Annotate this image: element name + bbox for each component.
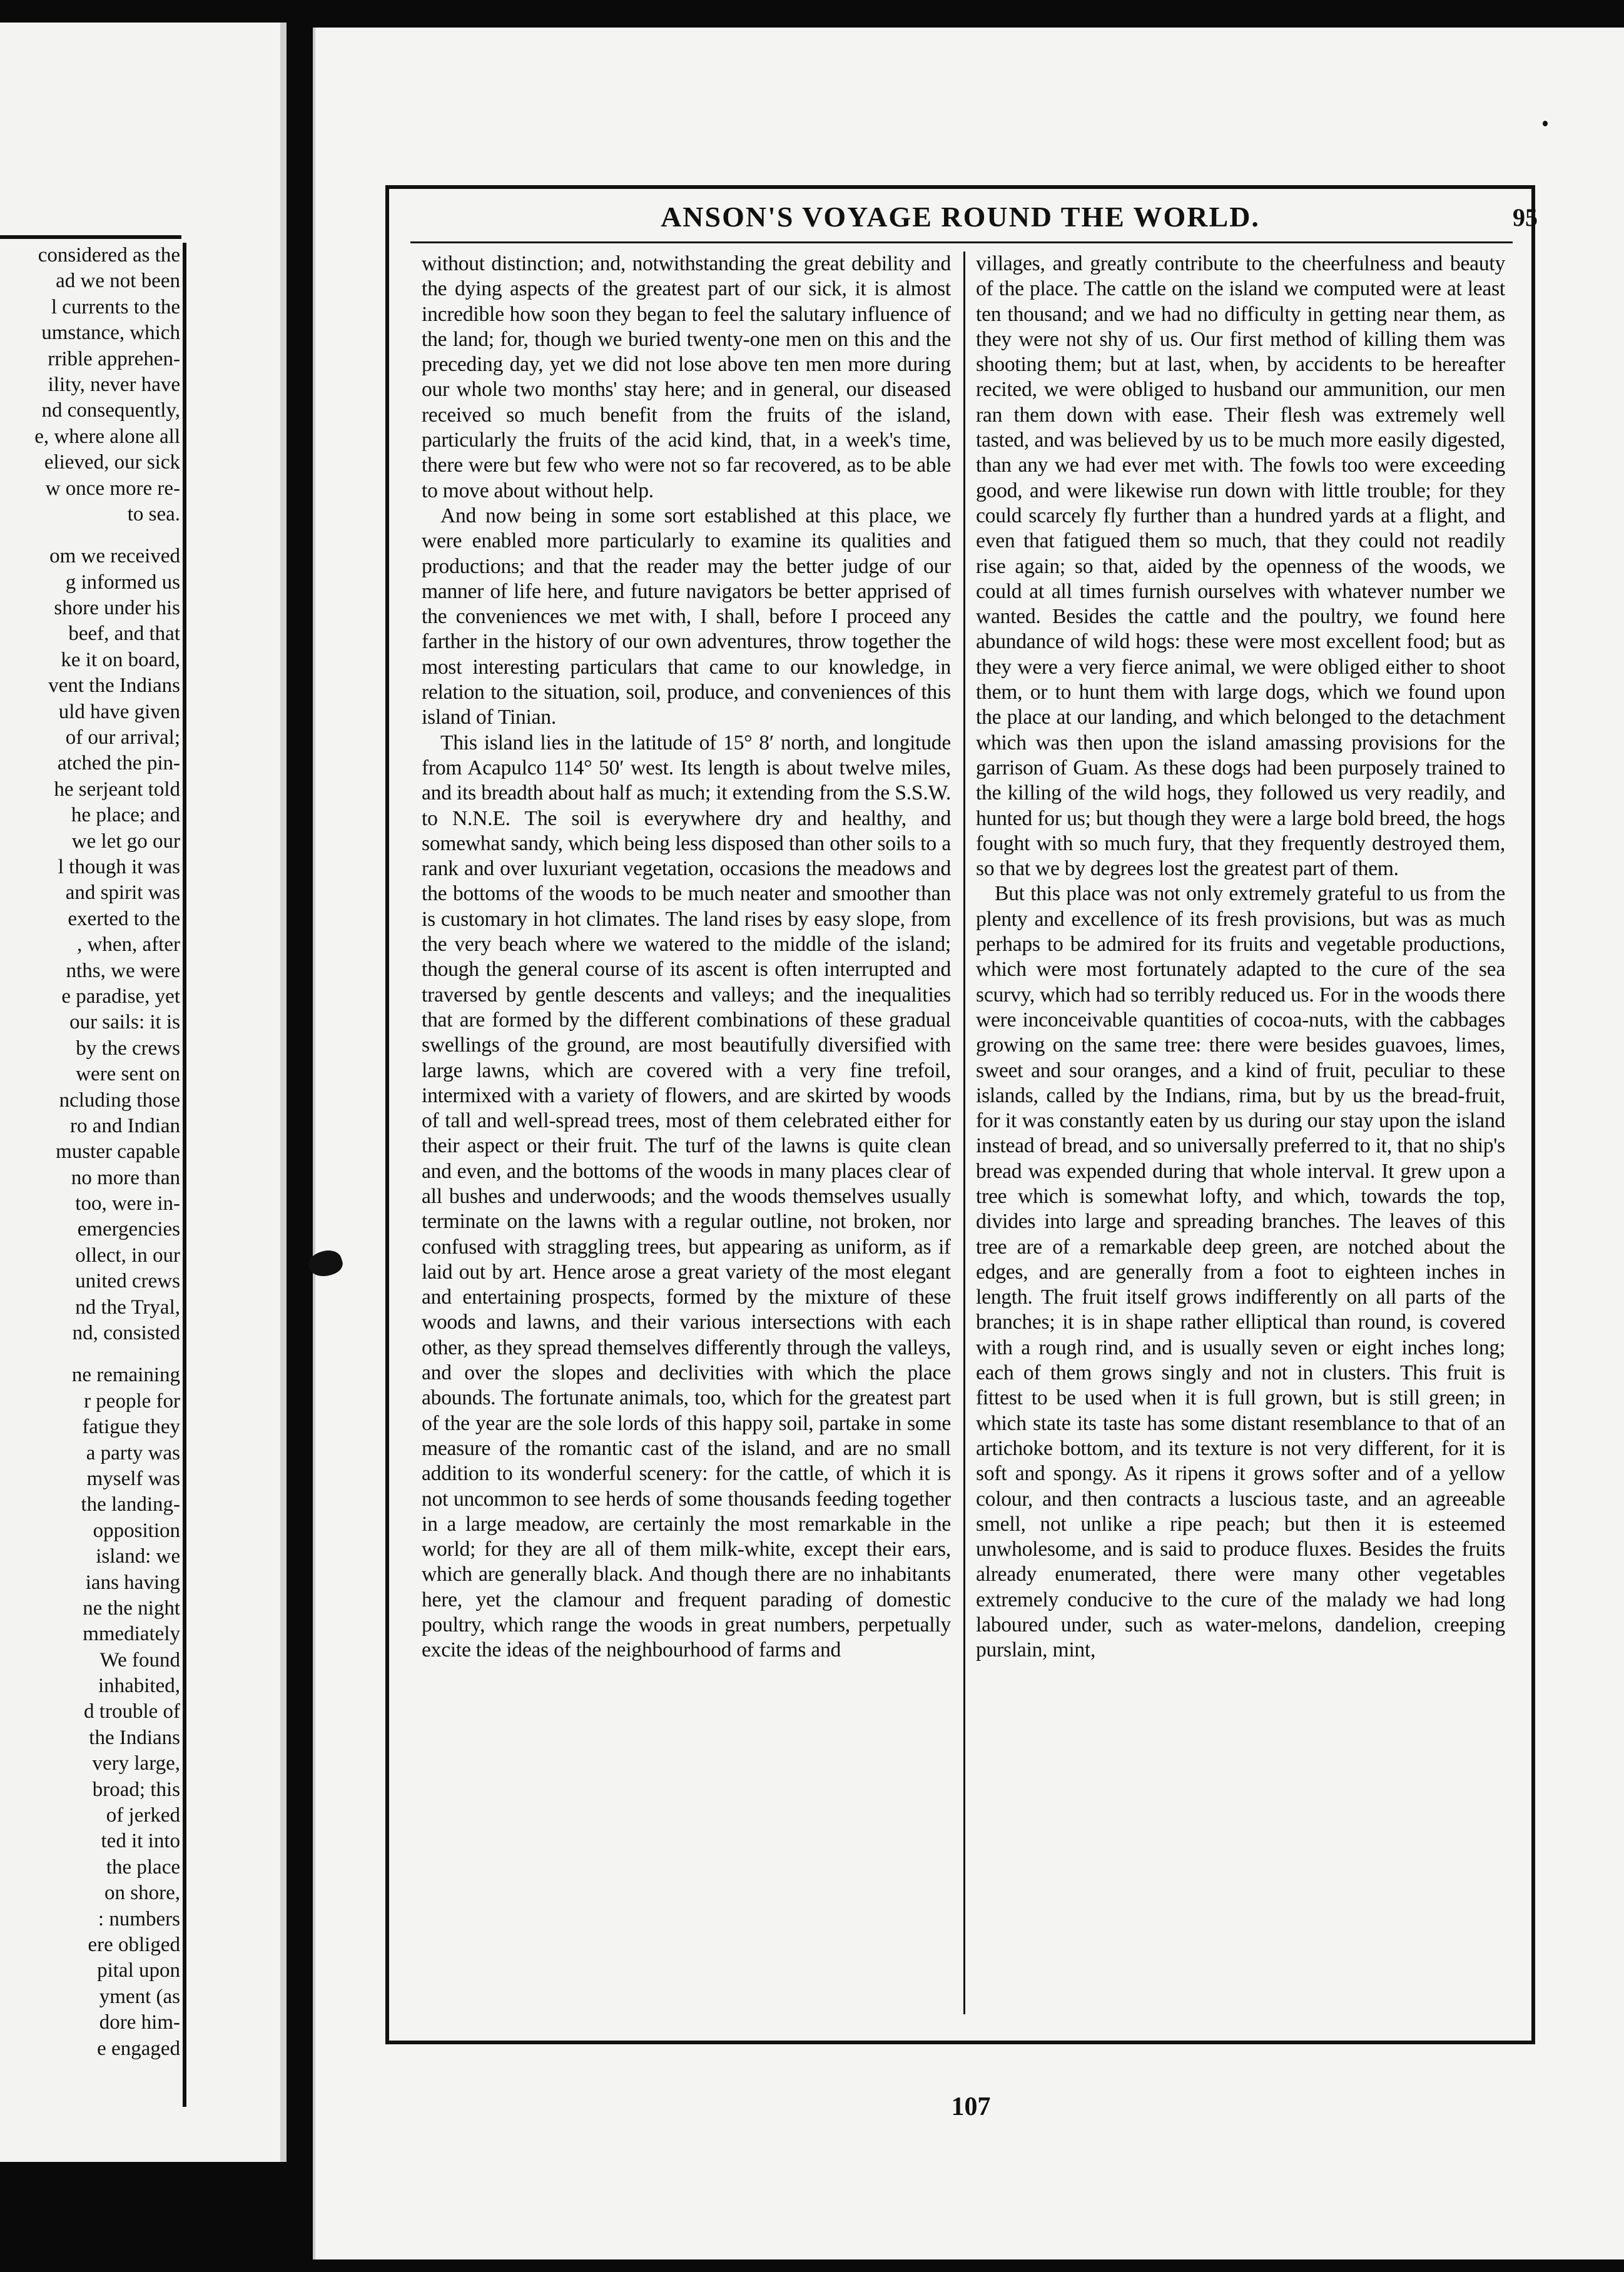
paragraph: But this place was not only extremely grateful to us from the plenty and excellence of its fresh provisions, but was as much perhaps to be admired for its fruits and vegetable productions, which were most fortunately adapted to the cure of the sea scurvy, which had so terribly reduced us. For in the woods there were inconceivable quantities of cocoa-nuts, with the cabbages growing on the same tree: there were besides guavoes, limes, sweet and sour oranges, and a kind of fruit, peculiar to these islands, called by the Indians, rima, but by us the bread-fruit, for it was constantly eaten by us during our stay upon the island instead of bread, and so universally preferred to it, that no ship's bread was expended during that whole interval. It grew upon a tree which is somewhat lofty, and which, towards the top, divides into large and spreading branches. The leaves of this tree are of a remarkable deep green, are notched about the edges, and are generally from a foot to eighteen inches in length. The fruit itself grows indifferently on all parts of the branches; it is in shape rather elliptical than round, is covered with a rough rind, and is usually seven or eight inches long; each of them grows singly and not in clusters. This fruit is fittest to be used when it is full grown, but is still green; in which state its taste has some distant resemblance to that of an artichoke bottom, and its texture is not very different, for it is soft and spongy. As it ripens it grows softer and of a yellow colour, and then contracts a luscious taste, and an agreeable smell, not unlike a ripe peach; but then it is esteemed unwholesome, and is said to produce fluxes. Besides the fruits already enumerated, there were many other vegetables extremely conducive to the cure of the malady we had long laboured under, such as water-melons, dandelion, creeping purslain, mint, (976, 882, 1505, 1662)
facing-page-line: vent the Indians (48, 674, 180, 697)
page (313, 28, 1624, 2259)
facing-page-line: nd, consisted (72, 1322, 180, 1345)
facing-page-paragraph-gap (0, 1346, 183, 1362)
column-left (422, 251, 951, 2016)
facing-page-line: atched the pin- (57, 752, 180, 775)
paragraph: villages, and greatly contribute to the cheerfulness and beauty of the place. The cattle on the island we computed were at least ten thousand; and we had no difficulty in getting near them, as they were not shy of us. Our first method of killing them was shooting them; but at last, when, by accidents to be hereafter recited, we were obliged to husband our ammunition, our men ran them down with ease. Their flesh was extremely well tasted, and was believed by us to be much more easily digested, than any we had ever met with. The fowls too were exceeding good, and were likewise run down with little trouble; for they could scarcely fly further than a hundred yards at a flight, and even that fatigued them so much, that they could not readily rise again; so that, aided by the openness of the woods, we could at all times furnish ourselves with whatever number we wanted. Besides the cattle and the poultry, we found here abundance of wild hogs: these were most excellent food; but as they were a very fierce animal, we were obliged either to shoot them, or to hunt them with large dogs, which we found upon the place at our landing, and which belonged to the detachment which was then upon the island amassing provisions for the garrison of Guam. As these dogs had been purposely trained to the killing of the wild hogs, they followed us very readily, and hunted for us; but though they were a large bold breed, the hogs fought with so much fury, that they frequently destroyed them, so that we by degrees lost the greatest part of them. (976, 252, 1505, 881)
facing-page-line: a party was (86, 1441, 180, 1464)
sheet-number: 107 (951, 2092, 991, 2121)
facing-page-line: to sea. (127, 502, 180, 525)
column-right (976, 251, 1505, 2016)
facing-page-line: exerted to the (68, 907, 180, 930)
facing-page-line: We found (99, 1648, 180, 1671)
facing-page-line: pital upon (97, 1959, 180, 1982)
facing-page-line: w once more re- (45, 477, 180, 500)
facing-page-line: ncluding those (59, 1088, 180, 1112)
facing-page-paragraph-gap (0, 527, 183, 544)
facing-page-line: e paradise, yet (61, 985, 180, 1008)
facing-page-line: no more than (71, 1166, 180, 1189)
facing-page-line: e engaged (97, 2037, 180, 2060)
facing-page-line: muster capable (56, 1140, 180, 1164)
facing-page-line: fatigue they (82, 1416, 180, 1439)
facing-page-line: ro and Indian (70, 1114, 180, 1137)
facing-page-line: r people for (84, 1389, 180, 1412)
facing-page-line: united crews (75, 1270, 180, 1293)
head-rule (410, 241, 1513, 243)
facing-page-line: shore under his (54, 597, 180, 620)
facing-page-line: elieved, our sick (44, 451, 180, 474)
facing-page-fragment (0, 23, 287, 2162)
facing-page-line: ted it into (101, 1830, 180, 1853)
facing-page-line: too, were in- (75, 1192, 180, 1215)
facing-page-line: were sent on (76, 1063, 180, 1086)
facing-page-line: ke it on board, (61, 648, 180, 671)
facing-page-line: nths, we were (66, 959, 180, 982)
running-head: ANSON'S VOYAGE ROUND THE WORLD. (661, 201, 1260, 233)
facing-page-line: of jerked (106, 1804, 180, 1827)
facing-page-line: : numbers (98, 1907, 180, 1930)
facing-page-line: uld have given (58, 700, 180, 723)
ink-speck (1543, 121, 1548, 126)
paragraph: without distinction; and, notwithstanding the great debility and the dying aspects of the greatest part of our sick, it is almost incredible how soon they began to feel the salutary influence of the land; for, though we buried twenty-one men on this and the preceding day, yet we did not lose above ten men more during our whole two months' stay here; and in general, our diseased received so much benefit from the fruits of the island, particularly the fruits of the acid kind, that, in a week's time, there were but few who were not so far recovered, as to be able to move about without help. (422, 252, 951, 502)
facing-page-line: by the crews (76, 1037, 180, 1060)
facing-page-line: l though it was (58, 855, 180, 878)
paragraph: And now being in some sort established at this place, we were enabled more particularly to examine its qualities and productions; and that the reader may the better judge of our manner of life here, and future navigators be better apprised of the conveniences we met with, I shall, before I proceed any farther in the history of our own adventures, throw together the most interesting particulars that came to our knowledge, in relation to the situation, soil, produce, and conveniences of this island of Tinian. (422, 504, 951, 729)
facing-page-line: e, where alone all (34, 425, 180, 448)
column-rule (963, 251, 965, 2014)
paragraph: This island lies in the latitude of 15° 8′ north, and longitude from Acapulco 114° 50′ west. Its length is about twelve miles, and its breadth about half as much; it extending from the S.S.W. to N.N.E. The soil is everywhere dry and healthy, and somewhat sandy, which being less disposed than other soils to a rank and over luxuriant vegetation, occasions the meadows and the bottoms of the woods to be much neater and smoother than is customary in hot climates. The land rises by easy slope, from the very beach where we watered to the middle of the island; though the general course of its ascent is often interrupted and traversed by gentle descents and valleys; and the inequalities that are formed by the different combinations of these gradual swellings of the ground, are most beautifully diversified with large lawns, which are covered with a very fine trefoil, intermixed with a variety of flowers, and are skirted by woods of tall and well-spread trees, most of them celebrated either for their aspect or their fruit. The turf of the lawns is quite clean and even, and the bottoms of the woods in many places clear of all bushes and underwoods; and the woods themselves usually terminate on the lawns with a regular outline, not broken, nor confused with straggling trees, but appearing as uniform, as if laid out by art. Hence arose a great variety of the most elegant and entertaining prospects, formed by the mixture of these woods and lawns, and their various intersections with each other, as they spread themselves differently through the valleys, and over the slopes and declivities with which the place abounds. The fortunate animals, too, which for the greatest part of the year are the sole lords of this happy soil, partake in some measure of the romantic cast of the island, and are no small addition to its wonderful scenery: for the cattle, of which it is not uncommon to see herds of some thousands feeding together in a large meadow, are certainly the most remarkable in the world; for they are all of them milk-white, except their ears, which are generally black. And though there are no inhabitants here, yet the clamour and frequent parading of domestic poultry, which range the woods in great numbers, perpetually excite the ideas of the neighbourhood of farms and (422, 731, 951, 1662)
facing-page-line: our sails: it is (69, 1011, 180, 1034)
facing-page-line: g informed us (65, 571, 180, 594)
facing-page-line: on shore, (104, 1882, 180, 1905)
facing-page-line: myself was (86, 1467, 180, 1490)
facing-page-line: ians having (85, 1571, 180, 1594)
facing-page-line: ere obliged (88, 1934, 180, 1956)
facing-page-line: ility, never have (48, 373, 180, 396)
facing-page-line: island: we (96, 1545, 180, 1568)
facing-page-line: the Indians (89, 1726, 180, 1749)
facing-page-line: umstance, which (41, 322, 180, 345)
facing-page-line: the place (106, 1855, 180, 1879)
facing-page-line: mmediately (83, 1623, 180, 1646)
facing-page-line: yment (as (99, 1985, 180, 2008)
facing-page-line: ollect, in our (75, 1244, 180, 1267)
facing-page-line: the landing- (81, 1493, 180, 1516)
page-number: 95 (1513, 203, 1538, 231)
facing-page-line: dore him- (99, 2011, 180, 2034)
facing-page-line: and spirit was (65, 881, 180, 905)
facing-page-line: , when, after (77, 933, 180, 956)
facing-page-line: broad; this (92, 1778, 180, 1801)
facing-page-line: he place; and (71, 804, 180, 827)
facing-page-line: opposition (93, 1519, 180, 1542)
facing-page-line: he serjeant told (54, 778, 180, 801)
facing-page-line: ne remaining (71, 1364, 180, 1387)
facing-page-line: of our arrival; (65, 726, 180, 749)
facing-page-line: we let go our (71, 829, 180, 853)
facing-page-line: om we received (49, 545, 180, 568)
facing-page-column (0, 243, 186, 2107)
facing-page-line: rrible apprehen- (48, 347, 180, 370)
text-frame (385, 185, 1538, 2044)
facing-page-line: emergencies (77, 1218, 180, 1241)
facing-page-line: very large, (92, 1752, 180, 1775)
facing-page-line: ne the night (83, 1596, 180, 1620)
facing-page-line: nd the Tryal, (75, 1296, 180, 1319)
facing-page-line: nd consequently, (41, 399, 180, 422)
facing-page-line: beef, and that (68, 622, 180, 646)
facing-page-head-rule (0, 235, 181, 239)
facing-page-line: l currents to the (51, 295, 180, 318)
facing-page-line: considered as the (38, 244, 180, 266)
facing-page-line: inhabited, (98, 1675, 180, 1698)
facing-page-line: ad we not been (56, 270, 180, 293)
facing-page-line: d trouble of (84, 1700, 180, 1723)
